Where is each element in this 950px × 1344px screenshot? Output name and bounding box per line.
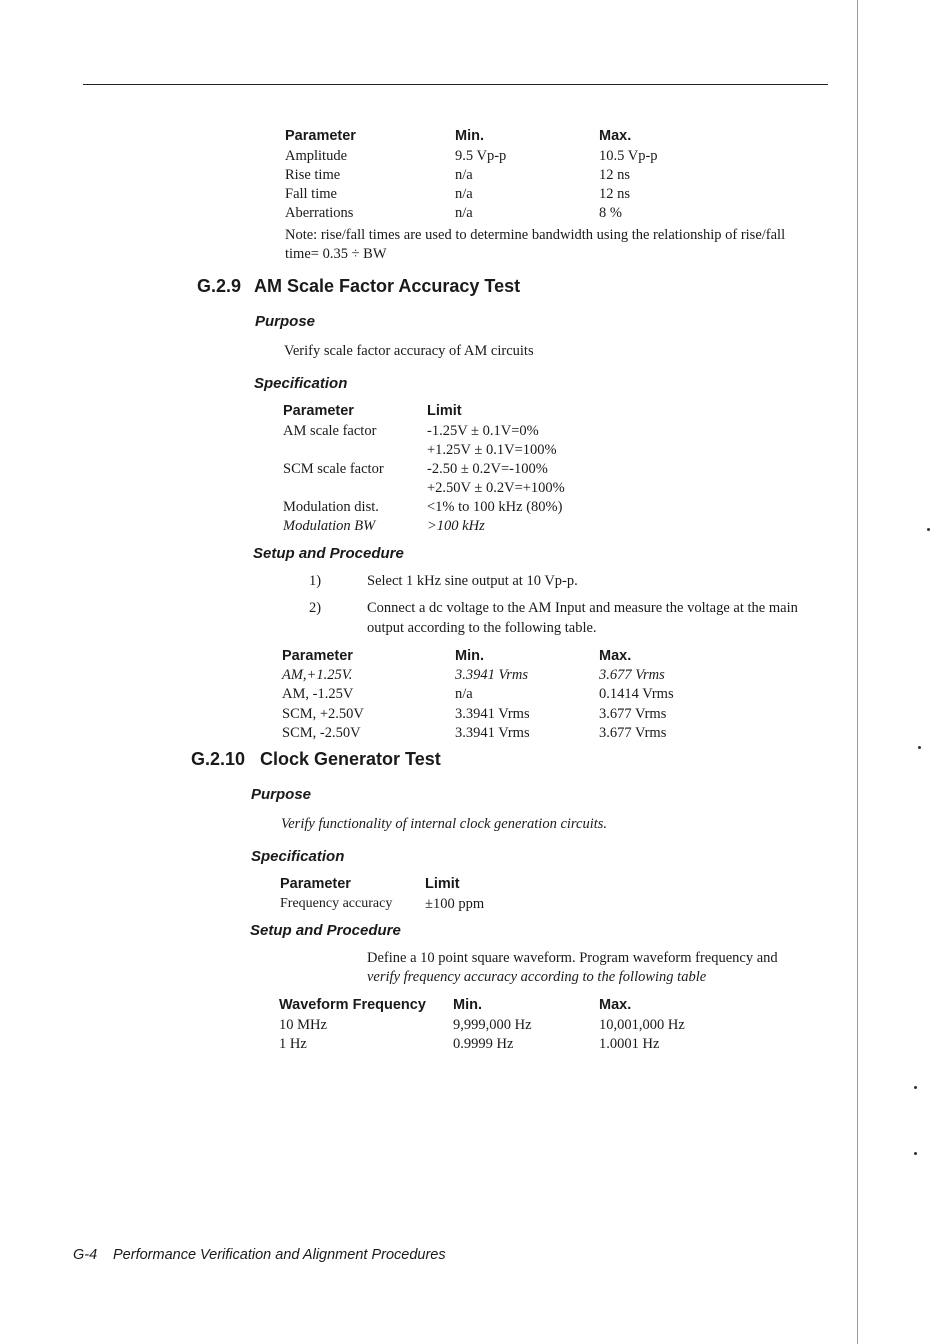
spec-header-parameter: Parameter bbox=[280, 876, 351, 892]
table-cell: n/a bbox=[455, 205, 473, 221]
setup-heading-g210: Setup and Procedure bbox=[250, 922, 401, 939]
table-header-parameter: Parameter bbox=[285, 128, 356, 144]
purpose-heading-g29: Purpose bbox=[255, 313, 316, 330]
note-line-2: time= 0.35 ÷ BW bbox=[285, 246, 387, 262]
table-cell: 3.677 Vrms bbox=[599, 725, 667, 741]
step-text: Select 1 kHz sine output at 10 Vp-p. bbox=[367, 573, 578, 589]
scan-speck bbox=[918, 746, 921, 749]
spec-cell: +2.50V ± 0.2V=+100% bbox=[427, 480, 565, 496]
table-cell: 3.3941 Vrms bbox=[455, 725, 530, 741]
table-cell: SCM, +2.50V bbox=[282, 706, 364, 722]
table-cell: AM,+1.25V. bbox=[282, 667, 353, 683]
scan-edge-line bbox=[857, 0, 858, 1344]
footer-title: Performance Verification and Alignment Procedures bbox=[113, 1247, 446, 1263]
table-cell: 8 % bbox=[599, 205, 622, 221]
table-cell: 1 Hz bbox=[279, 1036, 307, 1052]
spec-cell: Frequency accuracy bbox=[280, 896, 393, 911]
purpose-text-g210: Verify functionality of internal clock generation circuits. bbox=[281, 816, 608, 832]
spec-cell: -1.25V ± 0.1V=0% bbox=[427, 423, 539, 439]
spec-cell: Modulation dist. bbox=[283, 499, 379, 515]
table-cell: 12 ns bbox=[599, 167, 631, 183]
section-title-g210: Clock Generator Test bbox=[260, 749, 441, 769]
scan-speck bbox=[914, 1152, 917, 1155]
spec-header-parameter: Parameter bbox=[283, 403, 354, 419]
table-header-min: Min. bbox=[455, 128, 484, 144]
spec-cell: >100 kHz bbox=[427, 518, 485, 534]
spec-cell: ±100 ppm bbox=[425, 896, 485, 912]
spec-header-limit: Limit bbox=[425, 876, 460, 892]
table-header-min: Min. bbox=[455, 648, 484, 664]
table-header-max: Max. bbox=[599, 648, 632, 664]
step-number: 2) bbox=[309, 600, 322, 616]
table-cell: SCM, -2.50V bbox=[282, 725, 361, 741]
spec-cell: SCM scale factor bbox=[283, 461, 384, 477]
spec-cell: AM scale factor bbox=[283, 423, 377, 439]
table-header-max: Max. bbox=[599, 997, 632, 1013]
table-cell: n/a bbox=[455, 686, 473, 702]
section-number-g29: G.2.9 bbox=[197, 276, 242, 296]
table-cell: 3.3941 Vrms bbox=[455, 667, 529, 683]
table-cell: 1.0001 Hz bbox=[599, 1036, 660, 1052]
table-cell: 0.9999 Hz bbox=[453, 1036, 514, 1052]
setup-heading-g29: Setup and Procedure bbox=[253, 545, 404, 562]
purpose-text-g29: Verify scale factor accuracy of AM circuits bbox=[284, 343, 534, 359]
footer-page-number: G-4 bbox=[73, 1247, 98, 1263]
table-cell: 12 ns bbox=[599, 186, 631, 202]
table-cell: Fall time bbox=[285, 186, 337, 202]
table-cell: 3.677 Vrms bbox=[599, 706, 667, 722]
setup-text-g210-continued: verify frequency accuracy according to the following table bbox=[367, 969, 707, 985]
table-cell: 3.677 Vrms bbox=[599, 667, 665, 683]
table-cell: 0.1414 Vrms bbox=[599, 686, 674, 702]
step-text-continued: output according to the following table. bbox=[367, 620, 597, 636]
table-cell: Aberrations bbox=[285, 205, 354, 221]
section-number-g210: G.2.10 bbox=[191, 749, 246, 769]
spec-cell: -2.50 ± 0.2V=-100% bbox=[427, 461, 548, 477]
table-cell: 10 MHz bbox=[279, 1017, 327, 1033]
scan-speck bbox=[927, 528, 930, 531]
top-rule bbox=[83, 84, 828, 85]
setup-text-g210: Define a 10 point square waveform. Program waveform frequency and bbox=[367, 950, 778, 966]
section-title-g29: AM Scale Factor Accuracy Test bbox=[254, 276, 521, 296]
table-cell: n/a bbox=[455, 186, 473, 202]
table-header-max: Max. bbox=[599, 128, 632, 144]
spec-cell: Modulation BW bbox=[283, 518, 376, 534]
table-cell: Amplitude bbox=[285, 148, 348, 164]
table-cell: 10,001,000 Hz bbox=[599, 1017, 685, 1033]
spec-cell: <1% to 100 kHz (80%) bbox=[427, 499, 563, 515]
purpose-heading-g210: Purpose bbox=[251, 786, 312, 803]
table-header-waveform-frequency: Waveform Frequency bbox=[279, 997, 426, 1013]
note-line-1: Note: rise/fall times are used to determine bandwidth using the relationship of rise/fall bbox=[285, 227, 786, 243]
table-header-parameter: Parameter bbox=[282, 648, 353, 664]
step-number: 1) bbox=[309, 573, 322, 589]
table-cell: Rise time bbox=[285, 167, 341, 183]
table-cell: AM, -1.25V bbox=[282, 686, 354, 702]
table-cell: n/a bbox=[455, 167, 473, 183]
spec-heading-g210: Specification bbox=[251, 848, 345, 865]
spec-header-limit: Limit bbox=[427, 403, 462, 419]
spec-heading-g29: Specification bbox=[254, 375, 348, 392]
scan-speck bbox=[914, 1086, 917, 1089]
step-text: Connect a dc voltage to the AM Input and measure the voltage at the main bbox=[367, 600, 798, 616]
table-cell: 3.3941 Vrms bbox=[455, 706, 530, 722]
table-header-min: Min. bbox=[453, 997, 482, 1013]
table-cell: 9,999,000 Hz bbox=[453, 1017, 532, 1033]
table-cell: 9.5 Vp-p bbox=[455, 148, 507, 164]
table-cell: 10.5 Vp-p bbox=[599, 148, 658, 164]
spec-cell: +1.25V ± 0.1V=100% bbox=[427, 442, 557, 458]
